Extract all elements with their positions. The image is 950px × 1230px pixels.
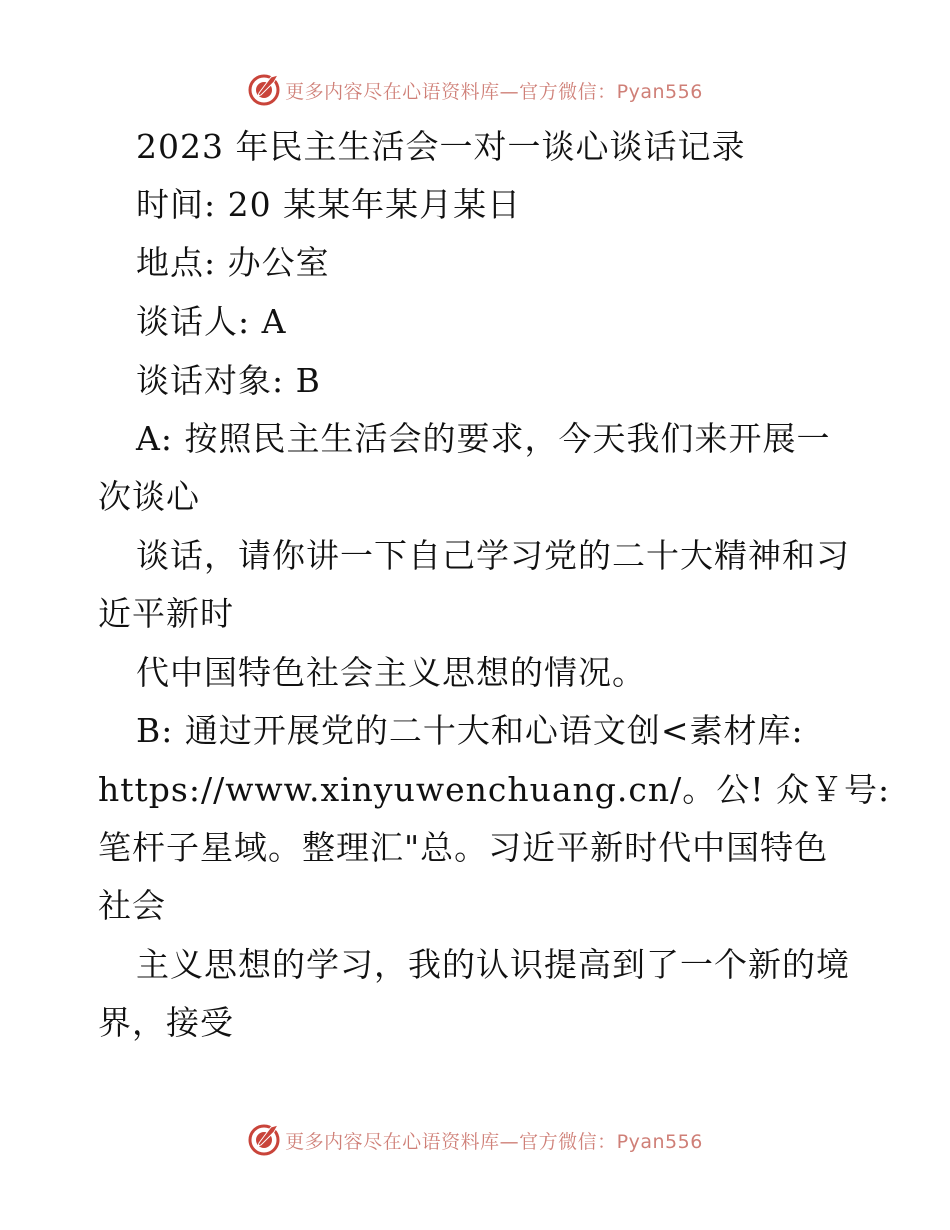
paragraph-line: A: 按照民主生活会的要求，今天我们来开展一 — [136, 419, 831, 458]
paragraph-line: 次谈心 — [98, 477, 200, 516]
document-title: 2023 年民主生活会一对一谈心谈话记录 — [136, 127, 746, 166]
quill-seal-icon — [247, 1123, 281, 1157]
footer-watermark-banner — [0, 1120, 950, 1160]
paragraph-line: B: 通过开展党的二十大和心语文创<素材库: — [136, 711, 804, 750]
paragraph-line: 近平新时 — [98, 594, 234, 633]
paragraph-line: 主义思想的学习，我的认识提高到了一个新的境 — [136, 945, 850, 984]
paragraph-line: 代中国特色社会主义思想的情况。 — [136, 653, 646, 692]
quill-seal-icon — [247, 73, 281, 107]
paragraph-line: 谈话，请你讲一下自己学习党的二十大精神和习 — [136, 536, 850, 575]
paragraph-line: https://www.xinyuwenchuang.cn/。公! 众￥号: — [98, 770, 891, 809]
paragraph-line: 社会 — [98, 886, 166, 925]
paragraph-line: 笔杆子星域。整理汇"总。习近平新时代中国特色 — [98, 828, 829, 867]
speaker: 谈话人: A — [136, 302, 287, 341]
header-banner-text: 更多内容尽在心语资料库—官方微信：Pyan556 — [285, 80, 703, 103]
meeting-location: 地点: 办公室 — [136, 243, 330, 282]
footer-banner-text: 更多内容尽在心语资料库—官方微信：Pyan556 — [285, 1130, 703, 1153]
header-watermark-banner — [0, 70, 950, 110]
meeting-time: 时间: 20 某某年某月某日 — [136, 185, 522, 224]
interviewee: 谈话对象: B — [136, 361, 321, 400]
paragraph-line: 界，接受 — [98, 1003, 234, 1042]
